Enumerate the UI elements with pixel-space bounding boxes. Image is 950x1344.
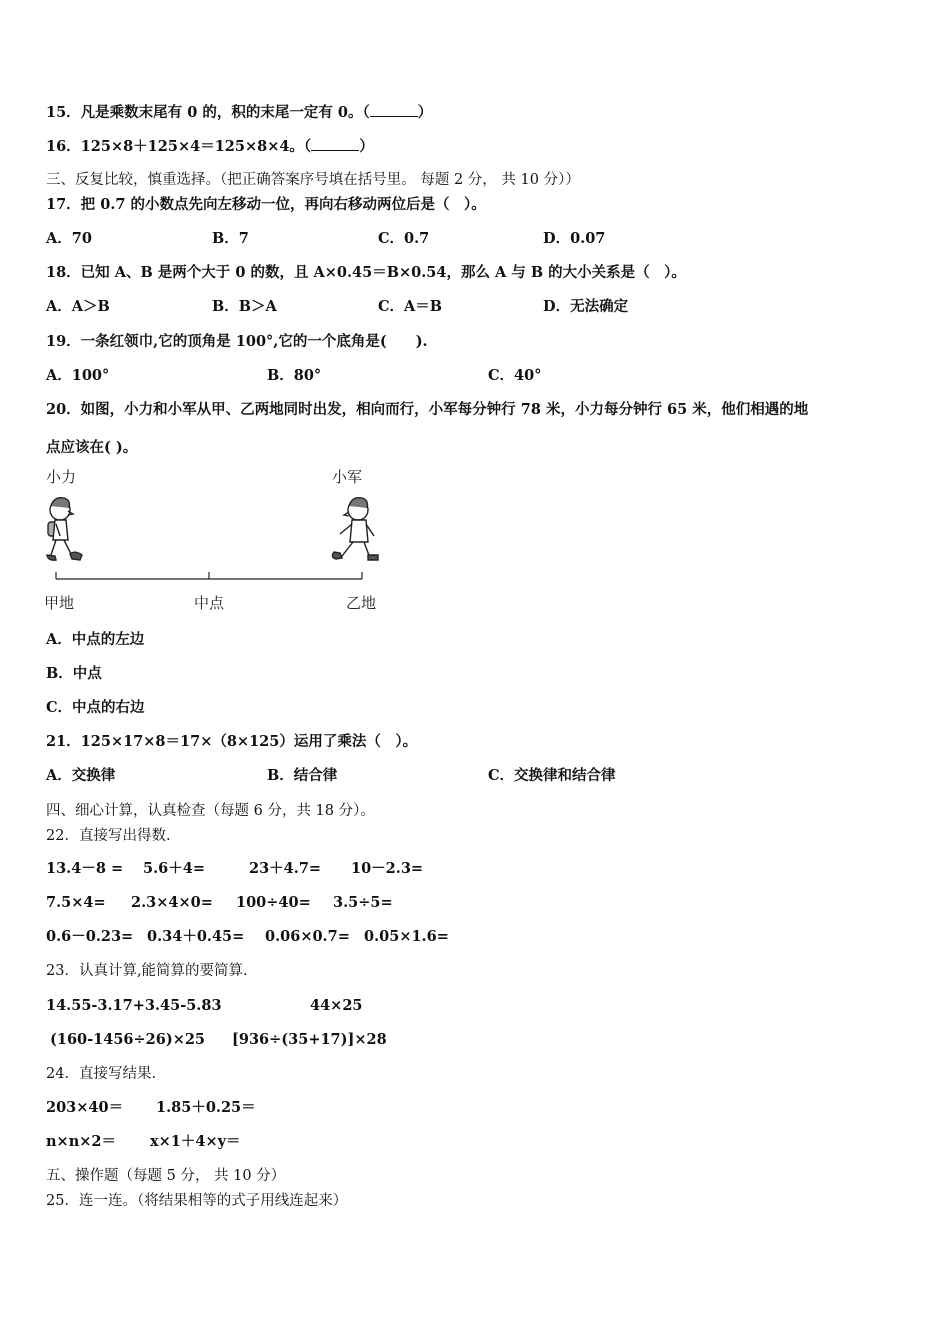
q19-option-c[interactable]: C．40° (488, 367, 542, 384)
calc-item: 2.3×4×0= (131, 894, 213, 911)
question-20-stem-line2: 点应该在( )。 (46, 439, 138, 456)
boy-right-icon (332, 498, 378, 560)
answer-blank[interactable] (370, 102, 418, 117)
question-24-stem: 24．直接写结果. (46, 1066, 157, 1082)
calc-item: x×1＋4×y＝ (150, 1133, 241, 1150)
q21-option-b[interactable]: B．结合律 (267, 767, 338, 784)
label-midpoint: 中点 (194, 594, 225, 612)
bracket-close: ） (417, 104, 433, 121)
calc-item: 23＋4.7= (249, 860, 322, 877)
q18-option-a[interactable]: A．A＞B (46, 298, 110, 315)
calc-item: (160-1456÷26)×25 (50, 1031, 206, 1048)
question-17-stem: 17．把 0.7 的小数点先向左移动一位，再向右移动两位后是（ ）。 (46, 196, 486, 213)
q19-option-b[interactable]: B．80° (267, 367, 322, 384)
calc-item: 0.05×1.6= (364, 928, 449, 945)
question-16-text: 16．125×8＋125×4＝125×8×4。（ (46, 138, 312, 155)
q18-option-b[interactable]: B．B＞A (212, 298, 277, 315)
calc-item: n×n×2＝ (46, 1133, 116, 1150)
q20-figure (40, 462, 390, 622)
question-20-stem-line1: 20．如图，小力和小军从甲、乙两地同时出发，相向而行，小军每分钟行 78 米，小力每分钟行 65 米，他们相遇的地 (46, 401, 809, 418)
calc-item: 5.6＋4= (143, 860, 205, 877)
calc-item: 0.06×0.7= (265, 928, 350, 945)
q21-option-c[interactable]: C．交换律和结合律 (488, 767, 616, 784)
answer-blank[interactable] (311, 136, 359, 151)
q19-option-a[interactable]: A．100° (46, 367, 110, 384)
calc-item: 1.85＋0.25＝ (156, 1099, 256, 1116)
calc-item: 44×25 (310, 997, 363, 1014)
question-18-stem: 18．已知 A、B 是两个大于 0 的数，且 A×0.45＝B×0.54，那么 A 与 B 的大小关系是（ ）。 (46, 264, 686, 281)
label-jiadi: 甲地 (44, 594, 75, 612)
distance-line (56, 572, 362, 579)
q18-option-c[interactable]: C．A＝B (378, 298, 443, 315)
calc-item: 7.5×4= (46, 894, 106, 911)
bracket-close: ） (359, 138, 374, 155)
boy-left-icon (47, 498, 82, 560)
section-4-heading: 四、细心计算，认真检查（每题 6 分，共 18 分）。 (46, 803, 375, 819)
section-5-heading: 五、操作题（每题 5 分， 共 10 分） (46, 1168, 286, 1184)
question-15-text: 15．凡是乘数末尾有 0 的，积的末尾一定有 0。（ (46, 104, 370, 121)
calc-item: 0.6－0.23= (46, 928, 134, 945)
calc-item: 3.5÷5= (333, 894, 393, 911)
question-19-stem: 19．一条红领巾,它的顶角是 100°,它的一个底角是( ). (46, 333, 428, 350)
q17-option-b[interactable]: B．7 (212, 230, 249, 247)
calc-item: 203×40＝ (46, 1099, 124, 1116)
calc-item: 100÷40= (236, 894, 311, 911)
calc-item: 14.55-3.17+3.45-5.83 (46, 997, 222, 1014)
q21-option-a[interactable]: A．交换律 (46, 767, 116, 784)
q17-option-c[interactable]: C．0.7 (378, 230, 430, 247)
q20-option-b[interactable]: B．中点 (46, 665, 102, 682)
calc-item: 10－2.3= (351, 860, 424, 877)
label-yidi: 乙地 (346, 594, 377, 612)
q17-option-a[interactable]: A．70 (46, 230, 92, 247)
question-16 (46, 136, 374, 157)
question-25-stem: 25．连一连。（将结果相等的式子用线连起来） (46, 1193, 348, 1209)
q20-option-c[interactable]: C．中点的右边 (46, 699, 145, 716)
section-3-heading: 三、反复比较，慎重选择。（把正确答案序号填在括号里。 每题 2 分， 共 10 分）） (46, 172, 580, 188)
question-22-stem: 22．直接写出得数. (46, 828, 171, 844)
calc-item: 0.34＋0.45= (147, 928, 245, 945)
q20-option-a[interactable]: A．中点的左边 (46, 631, 145, 648)
question-21-stem: 21．125×17×8＝17×（8×125）运用了乘法（ ）。 (46, 733, 418, 750)
q18-option-d[interactable]: D．无法确定 (543, 298, 629, 315)
question-15 (46, 102, 432, 123)
q17-option-d[interactable]: D．0.07 (543, 230, 606, 247)
label-xiaojun: 小军 (332, 468, 363, 486)
calc-item: [936÷(35+17)]×28 (232, 1031, 387, 1048)
question-23-stem: 23．认真计算,能简算的要简算. (46, 963, 248, 979)
calc-item: 13.4－8 = (46, 860, 124, 877)
label-xiaoli: 小力 (46, 468, 77, 486)
